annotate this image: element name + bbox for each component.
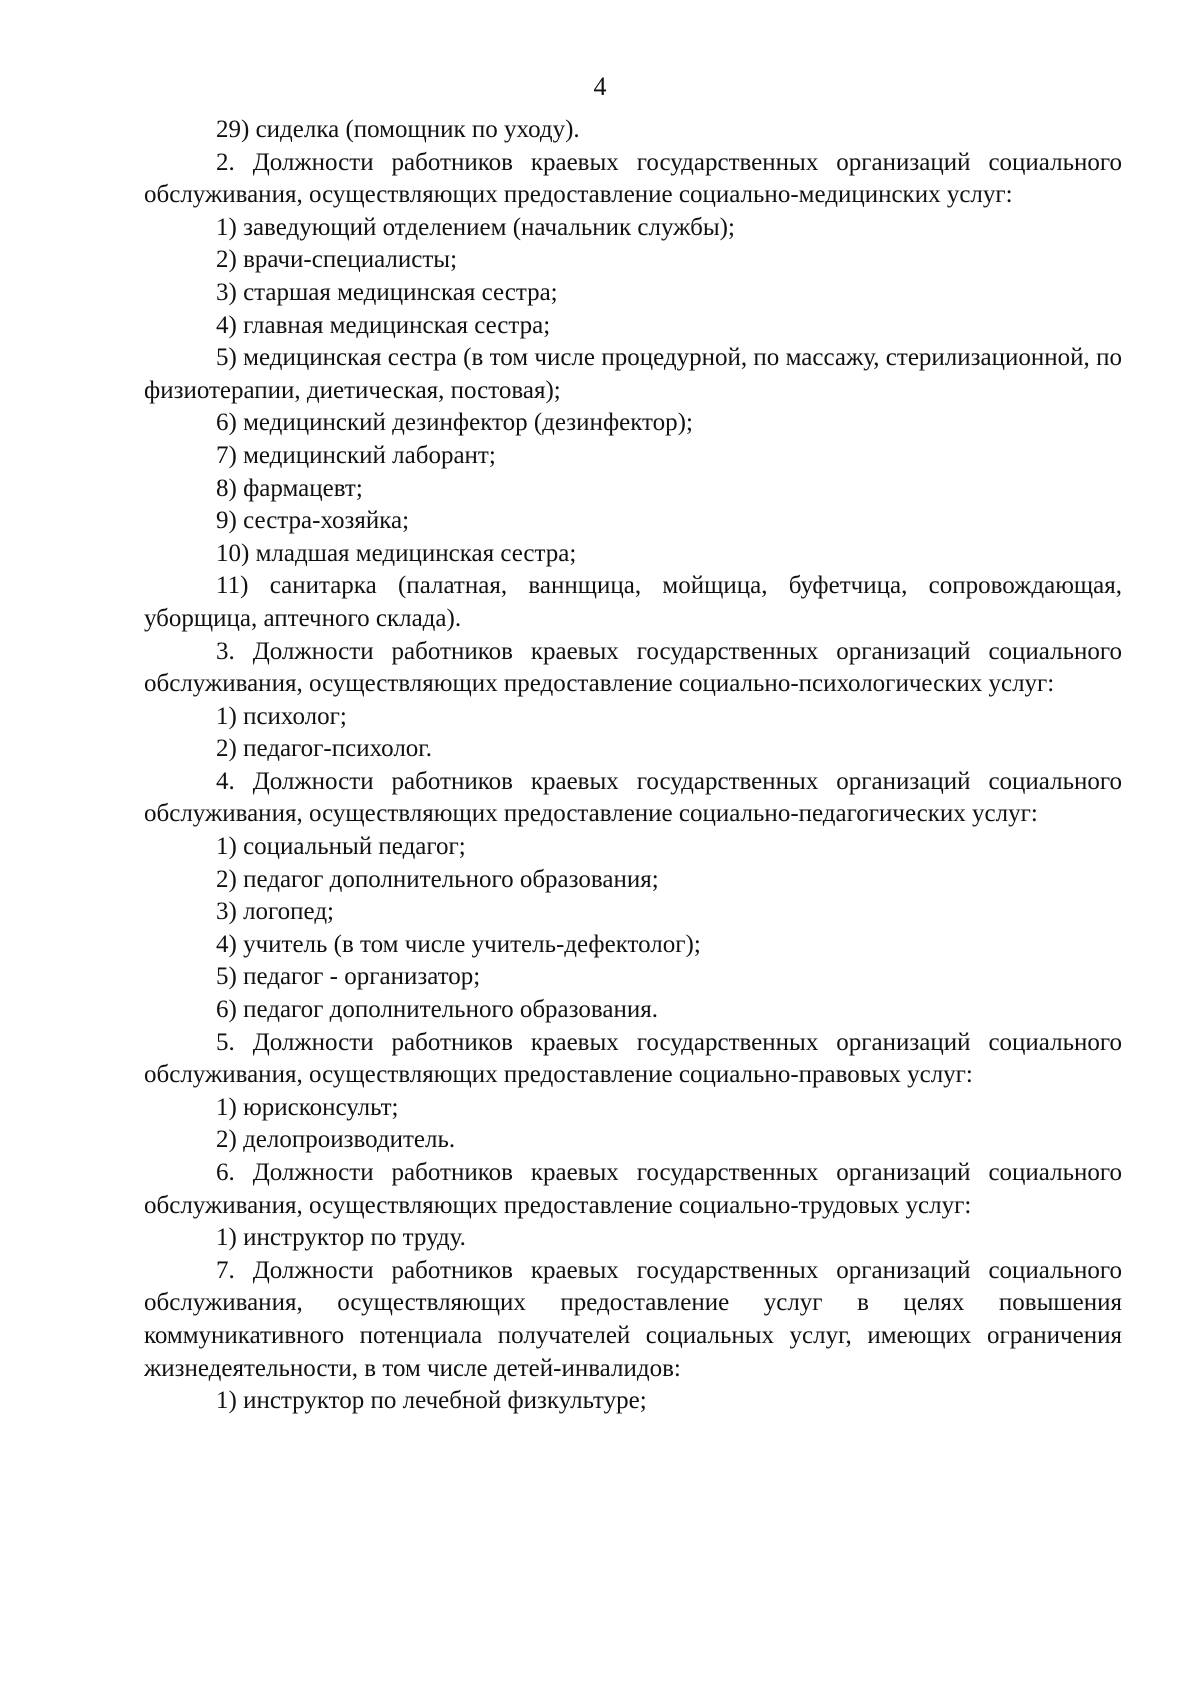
section-heading: 3. Должности работников краевых государственных организаций социального обслуживания, осуществляющих предоставление социально-психологических услуг: [144,637,1122,698]
list-item: 4) учитель (в том числе учитель-дефектолог); [216,930,701,958]
list-item: 4) главная медицинская сестра; [216,311,551,339]
section-heading: 2. Должности работников краевых государственных организаций социального обслуживания, осуществляющих предоставление социально-медицинских услуг: [144,148,1122,209]
list-item: 3) логопед; [216,898,334,926]
list-item: 1) инструктор по лечебной физкультуре; [216,1387,647,1415]
list-item: 1) юрисконсульт; [216,1093,399,1121]
list-item: 1) психолог; [216,702,347,730]
list-item: 5) медицинская сестра (в том числе процедурной, по массажу, стерилизационной, по физиотерапии, диетическая, постовая); [144,344,1122,404]
section-heading: 4. Должности работников краевых государственных организаций социального обслуживания, осуществляющих предоставление социально-педагогических услуг: [144,767,1122,828]
list-item: 2) врачи-специалисты; [216,246,458,274]
list-item: 2) педагог дополнительного образования; [216,865,659,893]
list-item: 1) заведующий отделением (начальник службы); [216,213,735,241]
list-item: 6) медицинский дезинфектор (дезинфектор); [216,409,693,437]
list-item: 10) младшая медицинская сестра; [216,539,577,567]
section-heading: 7. Должности работников краевых государственных организаций социального обслуживания, осуществляющих предоставление услуг в целях повышения коммуникативного потенциала получателей социальных услуг, имеющих ограничения жизнедеятельности, в том числе детей-инвалидов: [144,1256,1122,1382]
list-item: 2) делопроизводитель. [216,1126,456,1154]
list-item: 6) педагог дополнительного образования. [216,996,658,1024]
list-item: 1) социальный педагог; [216,833,466,861]
document-body [144,114,1122,1418]
page-number: 4 [593,72,607,101]
section-heading: 5. Должности работников краевых государственных организаций социального обслуживания, осуществляющих предоставление социально-правовых услуг: [144,1028,1122,1089]
list-item: 7) медицинский лаборант; [216,441,496,469]
list-item: 5) педагог - организатор; [216,963,481,991]
list-item: 3) старшая медицинская сестра; [216,278,558,306]
list-item: 11) санитарка (палатная, ваннщица, мойщица, буфетчица, сопровождающая, уборщица, аптечного склада). [144,572,1122,632]
list-item: 9) сестра-хозяйка; [216,507,410,535]
list-item: 8) фармацевт; [216,474,363,502]
list-item: 29) сиделка (помощник по уходу). [216,116,580,143]
section-heading: 6. Должности работников краевых государственных организаций социального обслуживания, осуществляющих предоставление социально-трудовых услуг: [144,1159,1122,1219]
list-item: 2) педагог-психолог. [216,735,432,763]
list-item: 1) инструктор по труду. [216,1224,466,1252]
